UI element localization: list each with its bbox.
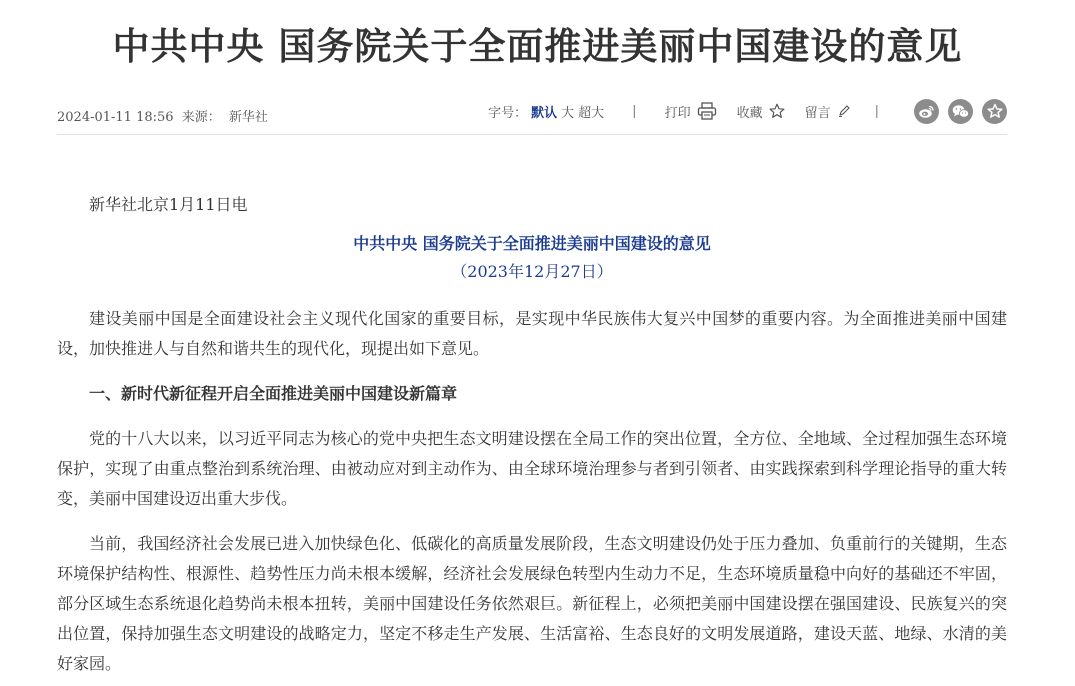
source-name: 新华社 (228, 110, 268, 125)
document-title-block (57, 230, 1007, 286)
paragraph-current-situation: 当前，我国经济社会发展已进入加快绿色化、低碳化的高质量发展阶段，生态文明建设仍处于压力叠加、负重前行的关键期，生态环境保护结构性、根源性、趋势性压力尚未根本缓解，经济社会发展绿色转型内生动力不足，生态环境质量稳中向好的基础还不牢固，部分区域生态系统退化趋势尚未根本扭转，美丽中国建设任务依然艰巨。新征程上，必须把美丽中国建设摆在强国建设、民族复兴的突出位置，保持加强生态文明建设的战略定力，坚定不移走生产发展、生活富裕、生态良好的文明发展道路，建设天蓝、地绿、水清的美好家园。 (57, 534, 1007, 673)
print-label: 打印 (664, 105, 691, 121)
comment-label: 留言 (804, 105, 831, 121)
font-size-default-option[interactable]: 默认 (531, 105, 558, 121)
article-dateline: 新华社北京1月11日电 (89, 195, 248, 214)
publish-info (57, 106, 272, 125)
toolbar-divider: | (874, 103, 879, 119)
section-heading: 一、新时代新征程开启全面推进美丽中国建设新篇章 (89, 384, 458, 403)
wechat-share-button[interactable] (948, 99, 973, 124)
publish-datetime: 2024-01-11 18:56 (57, 110, 174, 125)
article-headline: 中共中央 国务院关于全面推进美丽中国建设的意见 (112, 25, 963, 68)
wechat-icon (952, 104, 970, 119)
article-meta-bar (57, 96, 1007, 135)
star-icon (769, 103, 785, 119)
article-body (57, 190, 1007, 686)
pencil-icon (837, 104, 851, 118)
article-toolbar (488, 96, 1007, 126)
share-buttons (905, 99, 1007, 124)
favorite-label: 收藏 (736, 105, 763, 121)
document-date: （2023年12月27日） (451, 262, 613, 281)
favorite-button[interactable] (737, 102, 785, 121)
weibo-icon (918, 104, 935, 119)
printer-icon (697, 102, 717, 120)
font-size-large-option[interactable]: 大 (561, 105, 575, 121)
toolbar-divider: | (632, 103, 637, 119)
favorite-star-icon (987, 103, 1003, 119)
document-title: 中共中央 国务院关于全面推进美丽中国建设的意见 (353, 234, 711, 253)
font-size-xlarge-option[interactable]: 超大 (578, 105, 605, 121)
weibo-share-button[interactable] (914, 99, 939, 124)
source-label: 来源： (181, 110, 221, 125)
print-button[interactable] (665, 102, 717, 121)
font-size-label: 字号： (488, 105, 528, 121)
paragraph-achievements: 党的十八大以来，以习近平同志为核心的党中央把生态文明建设摆在全局工作的突出位置，全方位、全地域、全过程加强生态环境保护，实现了由重点整治到系统治理、由被动应对到主动作为、由全球环境治理参与者到引领者、由实践探索到科学理论指导的重大转变，美丽中国建设迈出重大步伐。 (57, 429, 1007, 508)
comment-button[interactable] (805, 102, 851, 121)
paragraph-intro: 建设美丽中国是全面建设社会主义现代化国家的重要目标，是实现中华民族伟大复兴中国梦的重要内容。为全面推进美丽中国建设，加快推进人与自然和谐共生的现代化，现提出如下意见。 (57, 309, 1007, 358)
favorite-share-button[interactable] (982, 99, 1007, 124)
